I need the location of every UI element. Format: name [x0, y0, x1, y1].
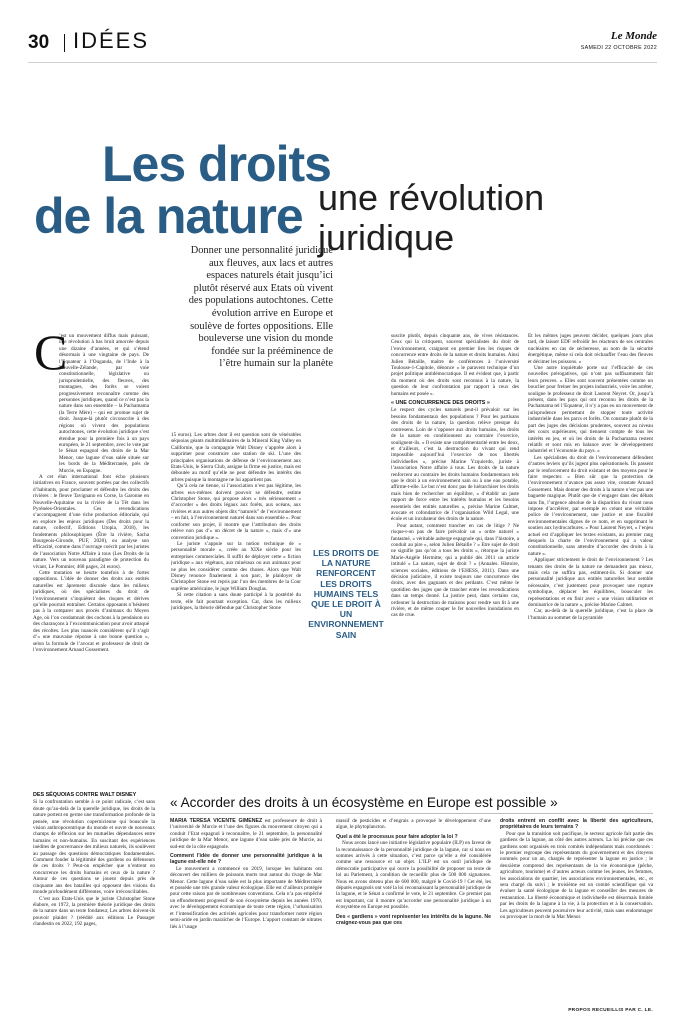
- interview-column-3: [500, 818, 653, 1008]
- interview-intro-paragraph: [170, 818, 322, 850]
- standfirst: Donner une personnalité juridique aux fleuves, aux lacs et autres espaces naturels était jusqu’ici plutôt réservé aux Etats où vivent des populations autochtones. Cette évolution arrive en Europe et soulève de fortes oppositions. Elle bouleverse une vision du monde fondée sur la prééminence de l’être humain sur la planète: [188, 245, 333, 370]
- article-paragraph: Le juriste s’appuie sur la notion technique de « personnalité morale », créée au XIXe siècle pour les entreprises commerciales. Il suffit de déployer cette « fiction juridique » aux végétaux, aux minéraux ou aux animaux pour ne plus les considérer comme des choses. Alors que Walt Disney renonce finalement à son parc, le plaidoyer de Christopher Stone est repris par l’un des membres de la Cour suprême américaine, le juge William Douglas.: [171, 540, 301, 592]
- drop-cap: C: [34, 324, 68, 380]
- issue-date: SAMEDI 22 OCTOBRE 2022: [580, 45, 657, 51]
- interview-answer: Nous avons lancé une initiative législative populaire (ILP) en faveur de la reconnaissance de la personnalité juridique de la lagune, car si nous en sommes arrivés à cette situation, c’est parce qu’elle a été considérée comme une ressource et un objet. L’ILP est un outil juridique de démocratie participative qui ouvre la possibilité de proposer un texte de loi au Parlement, à condition de recueillir plus de 500 000 signatures. Nous en avons obtenu plus de 600 000, malgré le Covid-19 ! Cet été, les députés espagnols ont voté la loi reconnaissant la personnalité juridique de la lagune, et le Sénat a confirmé le vote, le 21 septembre. Ce premier pas est important, car il montre qu’accorder une personnalité juridique à un écosystème en Europe est possible.: [336, 840, 491, 911]
- header-rule: [28, 62, 657, 63]
- article-paragraph: A cet élan international font écho plusieurs initiatives en France, souvent portées par des collectifs d’habitants, pour proclamer et défendre les droits des rivières : le fleuve Tavignano en Corse, la Garonne en Nouvelle-Aquitaine ou la rivière de la Têt dans les Pyrénées-Orientales. Ces revendications s’accompagnent d’une riche production éditoriale, qui en explore les enjeux juridiques (Des droits pour la nature, collectif, Editions Utopia, 2018), les fondements philosophiques (Être la rivière, Sacha Bourgeois-Gironde, PUF, 2020), ou analyse son efficacité, comme dans l’ouvrage coécrit par les juristes de l’association Notre Affaire à tous (Les Droits de la nature. Vers un nouveau paradigme de protection du vivant, Le Pommier, 468 pages, 24 euros).: [33, 473, 149, 570]
- interview-question: Quel a été le processus pour faire adopter la loi ?: [336, 833, 458, 840]
- interview-intro: est professeure de droit à l’université de Murcie et l’une des figures du mouvement citoyen qui a conduit l’Etat espagnol à reconnaître, le 21 septembre, la personnalité juridique de la Mar Menor, une lagune d’eau salée près de Murcie, au sud-est de la côte espagnole.: [170, 818, 322, 850]
- article-column-1-lower: [33, 789, 155, 1011]
- article-paragraph: Pour autant, comment trancher en cas de litige ? Ne risque-t-on pas de faire prévaloir un « ordre naturel » fantasmé, « véritable auberge espagnole qui, dans l’histoire, a conduit au pire », selon Julien Bétaille ? « Etre sujet de droit ne signifie pas qu’on a tous les droits », rétorque la juriste Marie-Angèle Hermitte, qui a publié dès 2011 un article intitulé « La nature, sujet de droit ? » (Annales. Histoire, sciences sociales, éditions de l’EHESS, 2011). Dans une décision judiciaire, il existe toujours une concurrence des droits, avec des gagnants et des perdants. C’est même le quotidien des juges que de trancher entre les revendications dans un temps donné. La justice peut, dans certains cas, ordonner la destruction de maisons pour rendre son lit à une rivière, et de même couper le fer nouvelles inondations en cas de crue.: [391, 522, 519, 619]
- pull-quote: LES DROITS DE LA NATURE RENFORCENT LES DROITS HUMAINS TELS QUE LE DROIT À UN ENVIRONNEMENT SAIN: [308, 548, 384, 640]
- article-column-3: [391, 333, 519, 780]
- article-paragraph: Le respect des cycles naturels peut-il prévaloir sur les besoins fondamentaux des populations ? Pour les partisans des droits de la nature, la question relève presque du contresens. Loin de s’opposer aux droits humains, les droits de la nature en conditionnent au contraire l’exercice, soulignent-ils. « Il existe une complémentarité entre les deux, et d’ailleurs, c’est la destruction du vivant qui rend impossible aujourd’hui l’exercice de nos libertés individuelles », précise Marine Yzquierdo, juriste à l’association Notre affaire à tous. Les droits de la nature renforcent au contraire les droits humains fondamentaux tels que le droit à un environnement sain ou à une eau potable, affirme-t-elle. Le but n’est donc pas de hiérarchiser les droits mais bien de rechercher un équilibre, « d’établir un juste rapport de force entre les intérêts humains et les besoins essentiels des entités naturelles », précise Marine Calmet, avocate et cofondatrice de l’organisation Wild Legal, une école et un incubateur des droits de la nature.: [391, 407, 519, 523]
- article-column-1: [33, 333, 149, 780]
- subheading: « UNE CONCURRENCE DES DROITS »: [391, 400, 490, 407]
- interview-answer: Pour que la transition soit pacifique, le secteur agricole fait partie des gardiens de la lagune, au côté des autres acteurs. La loi précise que ces gardiens sont organisés en trois comités indépendants mais coordonnés : le premier regroupe des représentants du gouvernement et des citoyens nommés pour un an, chargés de représenter la lagune en justice ; le deuxième comprend des représentants de la vie économique (pêche, agriculture, tourisme) et d’autres acteurs comme les jeunes, les femmes, les associations de quartier, les associations environnementales, etc., et sera chargé du suivi ; le troisième est un comité scientifique qui va évaluer la santé écologique de la lagune et conseiller des mesures de restauration. La liberté économique et individuelle est désormais limitée par les droits de la lagune à la vie, à la protection et à la conservation. Les agriculteurs peuvent poursuivre leur activité, mais sans endommager ou provoquer la mort de la Mar Menor.: [500, 830, 653, 921]
- headline-line-1: Les droits: [102, 136, 331, 192]
- masthead-logo: Le Monde: [610, 30, 657, 42]
- headline-line-4: juridique: [318, 217, 455, 258]
- interview-column-1: [170, 818, 322, 1014]
- interview-question: Comment l’idée de donner une personnalité juridique à la lagune est-elle née ?: [170, 853, 322, 866]
- page-header: [28, 28, 657, 58]
- article-paragraph: Si la confrontation semble à ce point radicale, c’est sans doute qu’au-delà de la querelle juridique, les droits de la nature portent en germe une transformation profonde de la pensée, une révolution copernicienne qui bouscule la vision anthropocentrique du monde et ouvre de nouveaux champs de réflexion sur les mutuelles dépendances entre humains et non-humains. En suscitant des expériences inédites de gouvernance des milieux naturels, ils soulèvent au passage des questions démocratiques fondamentales. Comment fonder la légitimité des gardiens ou défenseurs de ces droits ? Peut-on empêcher que n’entrent en concurrence les droits humains et ceux de la nature ? Autour de ces questions se jouent depuis près de cinquante ans des batailles qui opposent des visions du monde profondément différentes, voire irréconciliables.: [33, 799, 155, 896]
- article-paragraph: Car, au-delà de la querelle juridique, c’est la place de l’humain au sommet de la pyramide: [528, 608, 653, 621]
- article-paragraph: 15 euros). Les arbres dont il est question sont de vénérables séquoias géants multimillénaires de la Mineral King Valley en Californie, que la compagnie Walt Disney s’apprête alors à supprimer pour construire une station de ski. L’une des principales organisations de défense de l’environnement aux Etats-Unis, le Sierra Club, assigne la firme en justice, mais est déboutée au motif qu’elle ne peut défendre les intérêts des arbres puisque la montagne ne lui appartient pas.: [171, 432, 301, 483]
- interview-question: droits entrent en conflit avec la liberté des agriculteurs, propriétaires de leurs terrains ?: [500, 818, 653, 831]
- interview-answer: massif de pesticides et d’engrais a provoqué le développement d’une algue, le phytoplancton.: [336, 818, 491, 831]
- headline-line-2: de la nature: [34, 188, 303, 244]
- interview-column-2: [336, 818, 491, 1014]
- article-paragraph: Si cette citation a sans doute participé à la postérité du texte, elle fait pourtant exception. Car, dans les milieux juridiques, la théorie défendue par Christopher Stone: [171, 592, 301, 611]
- article-column-2: [171, 432, 301, 780]
- page-number: 30: [28, 32, 50, 53]
- interview-signature: [500, 1008, 653, 1013]
- subheading: DES SÉQUOIAS CONTRE WALT DISNEY: [33, 792, 137, 798]
- headline-line-3: une révolution: [318, 177, 545, 218]
- interviewee-name: MARIA TERESA VICENTE GIMÉNEZ: [170, 818, 263, 824]
- section-rubric: IDÉES: [73, 28, 150, 53]
- signature-text: PROPOS RECUEILLIS PAR C. LE.: [568, 1008, 653, 1013]
- interview-title: « Accorder des droits à un écosystème en Europe est possible »: [170, 795, 558, 810]
- article-paragraph: Appliquer strictement le droit de l’environnement ? Les tenants des droits de la nature ne demandent pas mieux, mais cela ne suffira pas, estiment-ils. Si donner une personnalité juridique aux entités naturelles leur semble nécessaire, c’est justement pour provoquer une rupture symbolique, déplacer les équilibres, bousculer les représentations et en finir avec « une vision utilitariste et dominatrice de la nature », précise Marine Calmet.: [528, 557, 653, 609]
- interview-question: Des « gardiens » vont représenter les intérêts de la lagune. Ne craignez-vous pas que ces: [336, 913, 491, 927]
- article-paragraph: C’est aux Etats-Unis que le juriste Christopher Stone élabore, en 1972, la première théorie juridique des droits de la nature dans un texte fondateur, Les arbres doivent-ils pouvoir plaider ? (réédité aux éditions Le Passager clandestin en 2022, 192 pages,: [33, 895, 155, 928]
- interview-rule: [170, 813, 653, 814]
- article-paragraph: Une autre inquiétude porte sur l’efficacité de ces nouvelles prérogatives, qui n’ont pas suffisamment fait leurs preuves. « Elles sont souvent présentées comme un bouclier pour freiner les projets industriels, voire les arrêter, souligne le professeur de droit Laurent Neyret. Or, jusqu’à présent, dans les pays qui ont reconnu les droits de la Pachamama tel l’Equateur, il n’y a pas eu un mouvement de jurisprudence permettant de stopper toute activité industrielle dans les parcs et forêts. On constate plutôt de la part des juges des décisions prudentes, souvent au niveau des cours supérieures, qui tiennent compte de tous les intérêts en jeu, et où les droits de la Pachamama restent relatifs et sont mis en balance avec le développement industriel et l’économie du pays. »: [528, 365, 653, 455]
- header-separator: [64, 34, 65, 52]
- article-column-4: [528, 333, 653, 780]
- interview-answer: Le mouvement a commencé en 2019, lorsque les habitants ont découvert des milliers de poissons morts tout autour du rivage de Mar Menor. Cette lagune d’eau salée est la plus importante de Méditerranée et possède une très grande valeur écologique. Elle est d’ailleurs protégée pour cette raison par de nombreuses conventions. Cela n’a pas empêché un effondrement progressif de son écosystème depuis les années 1970, avec le développement économique de toute cette région, l’urbanisation et l’intensification des activités agricoles pour transformer notre région semi-aride en jardin maraîcher de l’Europe. L’apport constant de nitrates liés à l’usage: [170, 865, 322, 930]
- article-paragraph: Cette mutation se heurte toutefois à de fortes oppositions. L’idée de donner des droits aux entités naturelles est âprement discutée dans les milieux juridiques, où des spécialistes du droit de l’environnement s’inquiètent des risques et dérives qu’elle pourrait entraîner. Certains opposants n’hésitent pas à la comparer aux procès d’animaux du Moyen Age, où l’on condamnait des cochons à la pendaison ou des charançons à l’excommunication pour avoir attaqué des récoltes. Les plus nuancés considèrent qu’il s’agit d’« une mauvaise réponse à une bonne question », selon la formule de l’avocat et professeur de droit de l’environnement Arnaud Gossement.: [33, 570, 149, 653]
- article-paragraph: suscite plutôt, depuis cinquante ans, de vives résistances. Ceux qui la critiquent, souvent spécialistes du droit de l’environnement, craignent en premier lieu les risques de concurrence entre droits de la nature et droits humains. Ainsi Julien Bétaille, maître de conférences à l’université Toulouse-1-Capitole, dénonce « le paravent technique d’un projet politique antidémocratique. Il est évident que, à partir du moment où des droits sont reconnus à la nature, la question de leur confrontation par rapport à ceux des humains est posée ».: [391, 333, 519, 397]
- article-paragraph: Les spécialistes du droit de l’environnement défendent d’autres leviers qu’ils jugent plus opérationnels. Ils passent par le renforcement du droit existant et des moyens pour le faire respecter. « Bien sûr que la protection de l’environnement n’avance pas assez vite, constate Arnaud Gossement. Mais donner des droits à la nature n’est pas une baguette magique. Plutôt que de s’engager dans des débats sans fin, l’urgence absolue de la disparition du vivant nous impose d’accélérer, par exemple en créant une véritable police de l’environnement, une justice et une fiscalité environnementales dignes de ce nom, et en supprimant le soutien aux hydrocarbures. » Pour Laurent Neyret, « l’enjeu actuel est d’appliquer les textes existants, au premier rang desquels la charte de l’environnement qui a valeur constitutionnelle, sans attendre d’accorder des droits à la nature ».: [528, 454, 653, 557]
- article-paragraph: Et les mêmes juges peuvent décider, quelques jours plus tard, de laisser EDF refroidir les réacteurs de ses centrales nucléaires en cas de sécheresse, au nom de la sécurité énergétique, même si cela doit réchauffer l’eau des fleuves et décimer les poissons. »: [528, 333, 653, 365]
- article-paragraph: ’est un mouvement diffus mais puissant, une révolution à bas bruit amorcée depuis une dizaine d’années, et qui s’étend désormais à une vingtaine de pays. De l’Equateur à l’Ouganda, de l’Inde à la Nouvelle-Zélande, par voie constitutionnelle, législative ou jurisprudentielle, des fleuves, des montagnes, des forêts se voient progressivement reconnaître comme des personnes juridiques, quand ce n’est pas la nature dans son ensemble – la Pachamama (la Terre Mère) – qui est promue sujet de droit. Jusque-là plutôt circonscrite à des régions où vivent des populations autochtones, cette évolution juridique s’est étendue pour la première fois à un pays européen, le 21 septembre, avec le vote par le Sénat espagnol des droits de la Mar Menor, une lagune d’eau salée située sur les bords de la Méditerranée, près de Murcie, en Espagne.: [59, 333, 149, 474]
- article-paragraph: Qu’à cela ne tienne, si l’association n’est pas légitime, les arbres eux-mêmes doivent pouvoir se défendre, estime Christopher Stone, qui propose alors « très sérieusement » d’accorder « des droits légaux aux forêts, aux océans, aux rivières et aux autres objets dits “naturels” de l’environnement – en fait, à l’environnement naturel dans son ensemble ». Pour conforter son projet, il montre que l’attribution des droits relève non pas d’« un décret de la nature », mais d’« une convention juridique ».: [171, 483, 301, 541]
